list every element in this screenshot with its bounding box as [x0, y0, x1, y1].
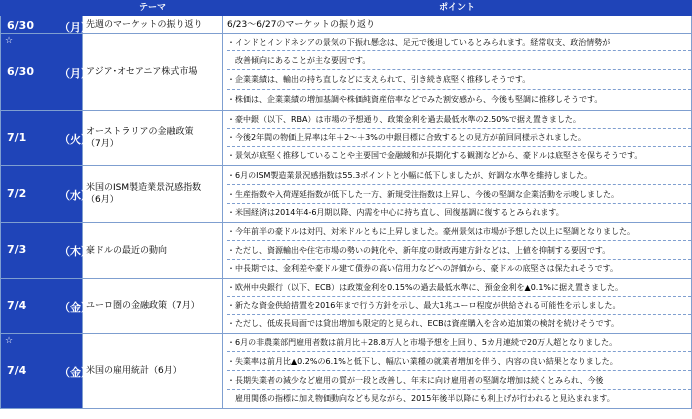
theme-cell: [83, 166, 223, 223]
points-cell: [223, 111, 692, 166]
date-label: 7/2: [7, 187, 27, 200]
header-point: ポイント: [223, 1, 692, 16]
weekday-label: （火）: [59, 133, 92, 146]
theme-line: 豪ドルの最近の動向: [86, 245, 168, 256]
point-line: ・新たな資金供給措置を2016年まで行う方針を示し、最大1兆ユーロ程度が供給される可能性を示しました。: [227, 297, 691, 315]
date-cell: [1, 334, 92, 409]
theme-cell: [83, 223, 223, 279]
points-cell: [223, 279, 692, 334]
schedule-row: [1, 334, 692, 409]
theme-line: 米国のISM製造業景況感指数: [86, 183, 202, 193]
date-cell: [1, 166, 92, 223]
date-label: 7/4: [7, 299, 27, 312]
header-date-blank: [1, 1, 83, 16]
date-cell: [1, 223, 92, 279]
theme-line: 先週のマーケットの振り返り: [86, 19, 203, 30]
date-label: 7/1: [7, 131, 27, 144]
theme-line: ユーロ圏の金融政策（7月）: [86, 301, 200, 311]
date-label: 6/30: [7, 19, 34, 32]
theme-cell: [83, 34, 223, 111]
date-label: 6/30: [7, 65, 34, 78]
point-line: 改善傾向にあることが主な要因です。: [227, 51, 691, 70]
theme-cell: [83, 111, 223, 166]
point-line: ・ただし、資源輸出や住宅市場の勢いの鈍化や、新年度の財政再建方針などは、上値を抑制する要因です。: [227, 241, 691, 260]
points-cell: [223, 34, 692, 111]
point-line: ・長期失業者の減少など雇用の質が一段と改善し、年末に向け雇用者の堅調な増加は続くとみられ、今後: [227, 371, 691, 390]
theme-cell: [83, 279, 223, 334]
weekday-label: （月）: [59, 21, 92, 34]
header-row: [1, 1, 692, 16]
point-line: ・今年前半の豪ドルは対円、対米ドルともに上昇しました。豪州景気は市場が予想した以上に堅調となりました。: [227, 223, 691, 241]
point-line: ・欧州中央銀行（以下、ECB）は政策金利を0.15%の過去最低水準に、預金金利を▲0.1%に据え置きました。: [227, 279, 691, 297]
star-mark: ☆: [5, 36, 14, 46]
point-line: ・6月のISM製造業景況感指数は55.3ポイントと小幅に低下しましたが、好調な水準を維持しました。: [227, 166, 691, 185]
theme-line: （6月）: [86, 195, 119, 205]
schedule-row: [1, 279, 692, 334]
weekday-label: （月）: [59, 67, 92, 80]
point-line: ・失業率は前月比▲0.2%の6.1%と低下し、幅広い業種の就業者増加を伴う、内容の良い結果となりました。: [227, 352, 691, 371]
date-cell: [1, 34, 92, 111]
date-cell: [1, 279, 92, 334]
theme-cell: [83, 16, 223, 34]
point-line: ・株価は、企業業績の増加基調や株価純資産倍率などでみた割安感から、今後も堅調に推移しそうです。: [227, 95, 603, 104]
schedule-row: [1, 166, 692, 223]
point-line: ・米国経済は2014年4-6月期以降、内需を中心に持ち直し、回復基調に復するとみられます。: [227, 208, 564, 217]
schedule-row: [1, 111, 692, 166]
weekday-label: （木）: [59, 245, 92, 258]
point-line: ・生産指数や入荷遅延指数が低下した一方、新規受注指数は上昇し、今後の堅調な企業活動を示唆しました。: [227, 185, 691, 204]
schedule-row: [1, 16, 692, 34]
weekday-label: （水）: [59, 189, 92, 202]
point-line: ・ただし、低成長局面では貸出増加も限定的と見られ、ECBは資産購入を含め追加策の検討を続けそうです。: [227, 319, 619, 328]
point-line: ・今後2年間の物価上昇率は年＋2～＋3%の中銀目標に合致するとの見方が前回同様示されました。: [227, 129, 691, 147]
schedule-row: [1, 223, 692, 279]
point-line: ・インドとインドネシアの景気の下振れ懸念は、足元で後退しているとみられます。経常収支、政治情勢が: [227, 34, 691, 51]
point-line: ・中長期では、金利差や豪ドル建て債券の高い信用力などへの評価から、豪ドルの底堅さは保たれそうです。: [227, 264, 619, 273]
point-line: ・6月の非農業部門雇用者数は前月比＋28.8万人と市場予想を上回り、5カ月連続で20万人超となりました。: [227, 334, 691, 352]
theme-line: アジア･オセアニア株式市場: [86, 67, 198, 77]
schedule-row: [1, 34, 692, 111]
date-label: 7/3: [7, 243, 27, 256]
theme-line: オーストラリアの金融政策: [86, 127, 194, 137]
weekday-label: （金）: [59, 301, 92, 314]
weekday-label: （金）: [59, 366, 92, 379]
header-theme: テーマ: [83, 1, 223, 16]
theme-line: （7月）: [86, 139, 119, 149]
point-line: ・景気が底堅く推移していることや主要国で金融緩和が長期化する観測などから、豪ドルは底堅さを保ちそうです。: [227, 151, 643, 160]
points-cell: [223, 166, 692, 223]
points-cell: [223, 334, 692, 409]
date-cell: [1, 16, 92, 34]
point-line: 6/23～6/27のマーケットの振り返り: [227, 20, 375, 30]
points-cell: [223, 16, 692, 34]
theme-cell: [83, 334, 223, 409]
point-line: ・企業業績は、輸出の持ち直しなどに支えられて、引き続き底堅く推移しそうです。: [227, 70, 691, 90]
point-line: ・豪中銀（以下、RBA）は市場の予想通り、政策金利を過去最低水準の2.50%で据え置きました。: [227, 111, 691, 129]
point-line: 雇用関係の指標に加え物価動向なども見ながら、2015年後半以降にも利上げが行われると見込まれます。: [227, 394, 615, 403]
star-mark: ☆: [5, 336, 14, 346]
theme-line: 米国の雇用統計（6月）: [86, 366, 182, 376]
points-cell: [223, 223, 692, 279]
date-cell: [1, 111, 92, 166]
date-label: 7/4: [7, 364, 27, 377]
